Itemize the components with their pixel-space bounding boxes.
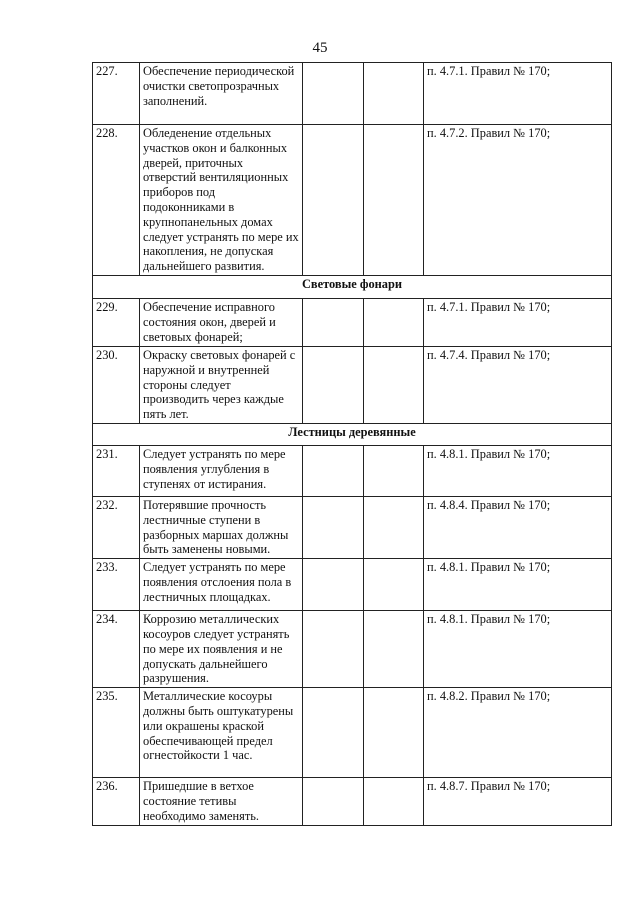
row-number: 230. bbox=[93, 346, 140, 423]
requirement-text: Обеспечение исправного состояния окон, дверей и световых фонарей; bbox=[140, 298, 303, 346]
regulation-reference: п. 4.8.7. Правил № 170; bbox=[424, 778, 612, 826]
table-row bbox=[93, 298, 612, 346]
empty-cell bbox=[364, 559, 424, 611]
regulation-reference: п. 4.7.4. Правил № 170; bbox=[424, 346, 612, 423]
page-number: 45 bbox=[312, 40, 328, 56]
row-number: 227. bbox=[93, 63, 140, 125]
regulation-reference: п. 4.8.1. Правил № 170; bbox=[424, 611, 612, 688]
table-row bbox=[93, 688, 612, 778]
requirement-text: Коррозию металлических косоуров следует устранять по мере их появления и не допускать дальнейшего разрушения. bbox=[140, 611, 303, 688]
empty-cell bbox=[303, 63, 364, 125]
empty-cell bbox=[303, 688, 364, 778]
requirement-text: Окраску световых фонарей с наружной и внутренней стороны следует производить через каждые пять лет. bbox=[140, 346, 303, 423]
row-number: 233. bbox=[93, 559, 140, 611]
requirement-text: Следует устранять по мере появления углубления в ступенях от истирания. bbox=[140, 445, 303, 496]
row-number: 232. bbox=[93, 496, 140, 558]
empty-cell bbox=[364, 778, 424, 826]
empty-cell bbox=[364, 125, 424, 276]
empty-cell bbox=[303, 445, 364, 496]
row-number: 235. bbox=[93, 688, 140, 778]
empty-cell bbox=[303, 611, 364, 688]
table-row bbox=[93, 496, 612, 558]
table-row bbox=[93, 559, 612, 611]
empty-cell bbox=[303, 496, 364, 558]
table-row bbox=[93, 445, 612, 496]
requirement-text: Потерявшие прочность лестничные ступени в разборных маршах должны быть заменены новыми. bbox=[140, 496, 303, 558]
empty-cell bbox=[364, 63, 424, 125]
regulation-reference: п. 4.7.2. Правил № 170; bbox=[424, 125, 612, 276]
table-row bbox=[93, 611, 612, 688]
requirement-text: Обледенение отдельных участков окон и балконных дверей, приточных отверстий вентиляционных приборов под подоконниками в крупнопанельных домах следует устранять по мере их накопления, не допуская дальнейшего развития. bbox=[140, 125, 303, 276]
section-heading: Лестницы деревянные bbox=[93, 423, 612, 445]
empty-cell bbox=[303, 559, 364, 611]
row-number: 234. bbox=[93, 611, 140, 688]
requirement-text: Следует устранять по мере появления отслоения пола в лестничных площадках. bbox=[140, 559, 303, 611]
empty-cell bbox=[303, 298, 364, 346]
row-number: 228. bbox=[93, 125, 140, 276]
table-row bbox=[93, 778, 612, 826]
empty-cell bbox=[303, 778, 364, 826]
regulation-reference: п. 4.8.4. Правил № 170; bbox=[424, 496, 612, 558]
row-number: 229. bbox=[93, 298, 140, 346]
empty-cell bbox=[303, 346, 364, 423]
requirement-text: Обеспечение периодической очистки светопрозрачных заполнений. bbox=[140, 63, 303, 125]
section-heading: Световые фонари bbox=[93, 275, 612, 298]
requirements-table bbox=[92, 62, 612, 826]
empty-cell bbox=[364, 688, 424, 778]
requirement-text: Металлические косоуры должны быть оштукатурены или окрашены краской обеспечивающей предел огнестойкости 1 час. bbox=[140, 688, 303, 778]
empty-cell bbox=[364, 496, 424, 558]
section-row bbox=[93, 275, 612, 298]
empty-cell bbox=[364, 445, 424, 496]
regulation-reference: п. 4.8.2. Правил № 170; bbox=[424, 688, 612, 778]
regulation-reference: п. 4.8.1. Правил № 170; bbox=[424, 445, 612, 496]
regulation-reference: п. 4.8.1. Правил № 170; bbox=[424, 559, 612, 611]
regulation-reference: п. 4.7.1. Правил № 170; bbox=[424, 63, 612, 125]
table-row bbox=[93, 63, 612, 125]
row-number: 231. bbox=[93, 445, 140, 496]
empty-cell bbox=[303, 125, 364, 276]
empty-cell bbox=[364, 611, 424, 688]
requirement-text: Пришедшие в ветхое состояние тетивы необходимо заменять. bbox=[140, 778, 303, 826]
regulation-reference: п. 4.7.1. Правил № 170; bbox=[424, 298, 612, 346]
table-row bbox=[93, 346, 612, 423]
section-row bbox=[93, 423, 612, 445]
empty-cell bbox=[364, 298, 424, 346]
row-number: 236. bbox=[93, 778, 140, 826]
empty-cell bbox=[364, 346, 424, 423]
table-row bbox=[93, 125, 612, 276]
